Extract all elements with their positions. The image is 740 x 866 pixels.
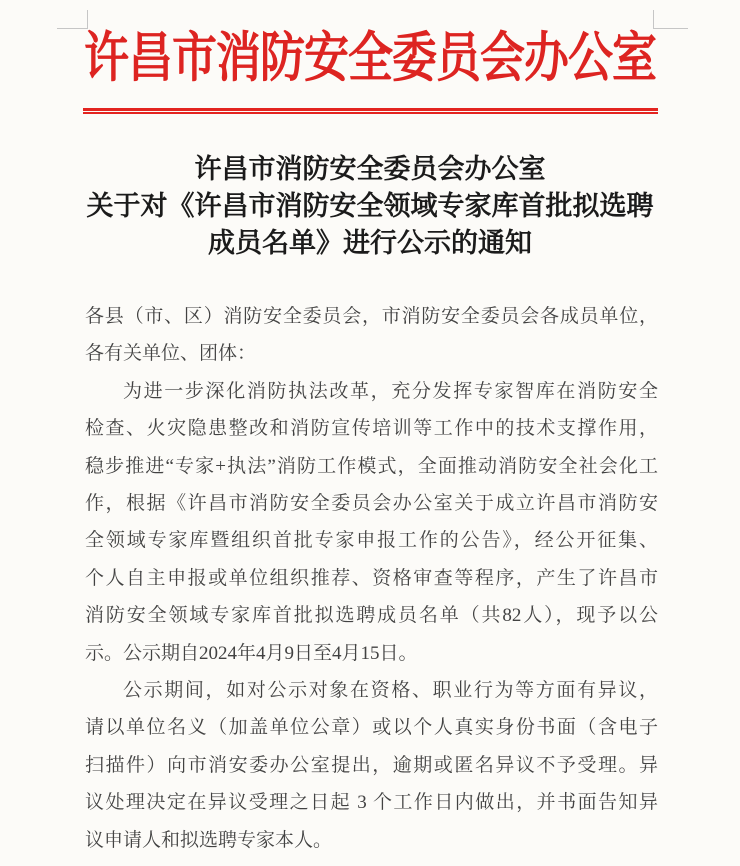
body-line: 各有关单位、团体： [85,343,257,365]
body-line: 议申请人和拟选聘专家本人。 [85,829,333,851]
body-line: 公示期间，如对公示对象在资格、职业行为等方面有异议， [123,680,658,702]
document-title-line-2: 关于对《许昌市消防安全领域专家库首批拟选聘 [86,191,654,221]
body-line: 消防安全领域专家库首批拟选聘成员名单（共82人），现予以公 [85,605,658,627]
document-title-line-3: 成员名单》进行公示的通知 [208,228,532,258]
body-line: 扫描件）向市消安委办公室提出，逾期或匿名异议不予受理。异 [85,754,658,776]
letterhead-org-name: 许昌市消防安全委员会办公室 [83,28,656,88]
body-line: 各县（市、区）消防安全委员会，市消防安全委员会各成员单位， [85,306,658,327]
body-line: 全领域专家库暨组织首批专家申报工作的公告》，经公开征集、 [85,530,658,552]
document-body [85,298,658,859]
body-line: 示。公示期自2024年4月9日至4月15日。 [85,642,418,664]
document-title [0,151,740,262]
body-line: 稳步推进“专家+执法”消防工作模式，全面推动消防安全社会化工 [85,455,658,477]
body-line: 议处理决定在异议受理之日起 3 个工作日内做出，并书面告知异 [85,792,658,814]
document-title-line-1: 许昌市消防安全委员会办公室 [194,154,546,184]
body-line: 请以单位名义（加盖单位公章）或以个人真实身份书面（含电子 [85,717,658,739]
letterhead-divider-line [83,108,658,114]
body-line: 检查、火灾隐患整改和消防宣传培训等工作中的技术支撑作用， [85,418,658,440]
body-line: 个人自主申报或单位组织推荐、资格审查等程序，产生了许昌市 [85,567,658,589]
body-line: 作，根据《许昌市消防安全委员会办公室关于成立许昌市消防安 [85,493,658,515]
body-line: 为进一步深化消防执法改革，充分发挥专家智库在消防安全 [123,380,658,402]
